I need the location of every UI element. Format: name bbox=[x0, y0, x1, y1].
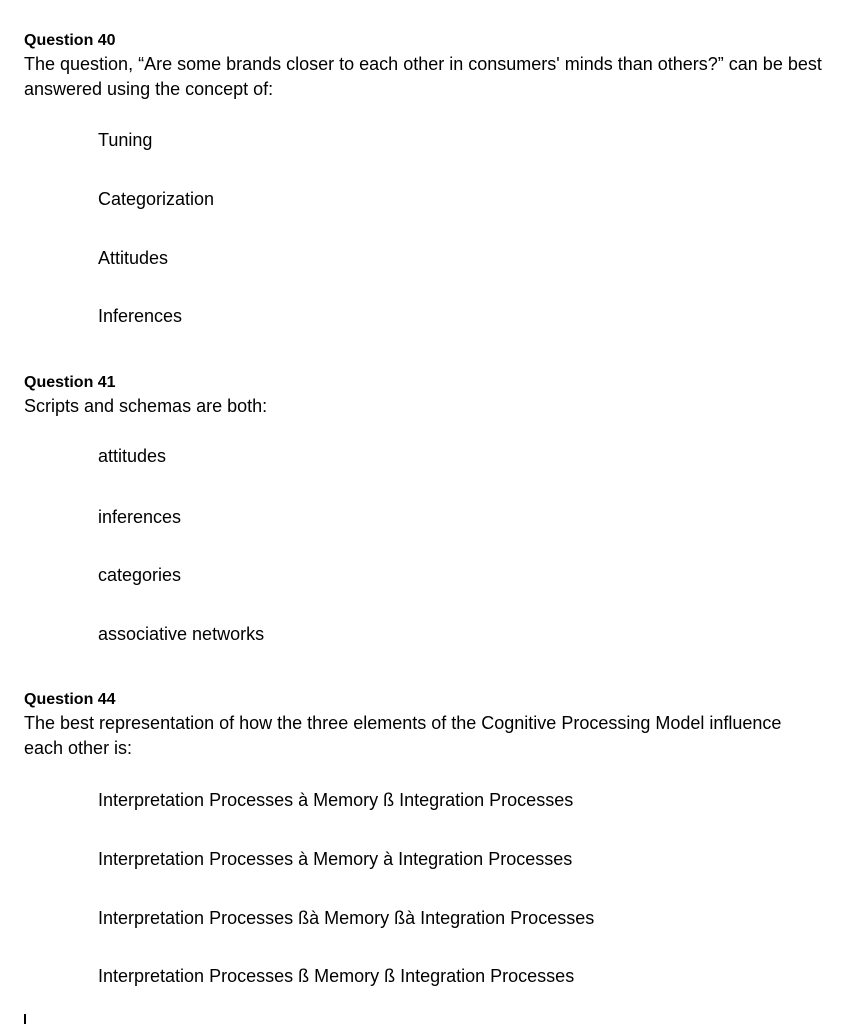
question-text: The best representation of how the three elements of the Cognitive Processing Model influence each other is: bbox=[24, 713, 782, 758]
question-text: Scripts and schemas are both: bbox=[24, 396, 268, 416]
answer-option[interactable]: Inferences bbox=[98, 306, 183, 326]
answer-option[interactable]: Interpretation Processes à Memory à Integration Processes bbox=[98, 849, 573, 869]
question-text: The question, “Are some brands closer to each other in consumers' minds than others?” can be best answered using the concept of: bbox=[24, 54, 822, 99]
question-heading: Question 44 bbox=[24, 691, 116, 708]
answer-option[interactable]: associative networks bbox=[98, 624, 265, 644]
answer-option[interactable]: Categorization bbox=[98, 189, 215, 209]
question-44 bbox=[24, 690, 824, 761]
answer-option[interactable]: inferences bbox=[98, 507, 182, 527]
question-41 bbox=[24, 373, 824, 419]
question-heading: Question 40 bbox=[24, 32, 116, 49]
question-40 bbox=[24, 31, 824, 102]
question-heading: Question 41 bbox=[24, 374, 116, 391]
answer-option[interactable]: Interpretation Processes ßà Memory ßà Integration Processes bbox=[98, 908, 595, 928]
answer-option[interactable]: Interpretation Processes ß Memory ß Integration Processes bbox=[98, 966, 575, 986]
answer-option[interactable]: attitudes bbox=[98, 446, 167, 466]
answer-option[interactable]: Interpretation Processes à Memory ß Integration Processes bbox=[98, 790, 574, 810]
answer-option[interactable]: categories bbox=[98, 565, 182, 585]
answer-option[interactable]: Tuning bbox=[98, 130, 153, 150]
text-cursor bbox=[24, 1014, 26, 1024]
answer-option[interactable]: Attitudes bbox=[98, 248, 169, 268]
